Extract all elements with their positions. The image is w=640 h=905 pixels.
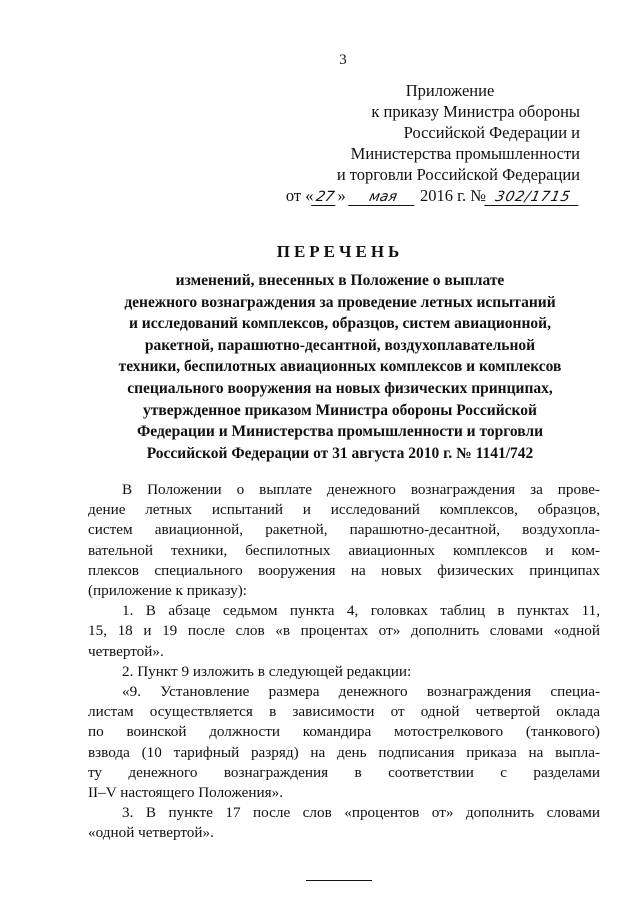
subtitle-line: утвержденное приказом Министра обороны Российской — [143, 401, 537, 419]
subtitle-line: изменений, внесенных в Положение о выплате — [175, 272, 505, 289]
paragraph-item-1 — [88, 601, 600, 662]
text-line: взвода (10 тарифный разряд) на день подписания приказа на выпла- — [88, 743, 600, 761]
text-line: ту денежного вознаграждения в соответствии с разделами — [88, 763, 600, 781]
appendix-line: Министерства промышленности — [350, 144, 580, 163]
end-of-document-rule — [306, 880, 372, 881]
text-line: В Положении о выплате денежного вознаграждения за прове- — [122, 481, 600, 498]
text-line: (приложение к приказу): — [88, 582, 247, 600]
appendix-date-line — [280, 185, 580, 206]
text-line: 2. Пункт 9 изложить в следующей редакции: — [122, 662, 412, 680]
date-separator: » — [337, 186, 346, 205]
text-line: 15, 18 и 19 после слов «в процентах от» дополнить словами «одной — [88, 622, 600, 640]
document-body — [88, 480, 600, 844]
text-line: листам осуществляется в зависимости от одной четвертой оклада — [88, 703, 600, 721]
appendix-line: и торговли Российской Федерации — [336, 165, 580, 184]
paragraph-item-2 — [88, 662, 600, 682]
text-line: 1. В абзаце седьмом пункта 4, головках таблиц в пунктах 11, — [122, 602, 600, 620]
text-line: по воинской должности командира мотострелкового (танкового) — [88, 723, 600, 741]
paragraph-intro — [88, 480, 600, 601]
subtitle-line: специального вооружения на новых физических принципах, — [127, 379, 553, 397]
handwritten-day: 27 — [312, 189, 340, 206]
appendix-block — [280, 80, 580, 206]
text-line: 3. В пункте 17 после слов «процентов от» дополнить словами — [122, 804, 600, 822]
paragraph-item-2-quote — [88, 682, 600, 803]
subtitle-line: денежного вознаграждения за проведение летных испытаний — [124, 293, 556, 311]
subtitle-line: техники, беспилотных авиационных комплексов и комплексов — [118, 358, 562, 376]
document-title: ПЕРЕЧЕНЬ — [276, 242, 404, 261]
date-year: 2016 г. № — [419, 186, 486, 205]
text-line: четвертой». — [88, 642, 164, 660]
page-number: 3 — [339, 52, 347, 68]
paragraph-item-3 — [88, 803, 600, 843]
text-line: «9. Установление размера денежного вознаграждения специа- — [122, 683, 600, 701]
text-line: II–V настоящего Положения». — [88, 784, 284, 802]
text-line: дение летных испытаний и исследований комплексов, образцов, — [88, 501, 600, 519]
document-subtitle — [80, 270, 600, 464]
subtitle-line: Российской Федерации от 31 августа 2010 г. № 1141/742 — [146, 444, 534, 462]
appendix-title: Приложение — [405, 81, 495, 100]
text-line: систем авиационной, ракетной, парашютно-десантной, воздухопла- — [88, 521, 600, 539]
text-line: вательной техники, беспилотных авиационных комплексов и ком- — [88, 541, 600, 559]
subtitle-line: Федерации и Министерства промышленности и торговли — [136, 423, 544, 441]
handwritten-order-number: 302/1715 — [484, 189, 582, 206]
date-prefix: от « — [285, 186, 314, 205]
subtitle-line: ракетной, парашютно-десантной, воздухоплавательной — [144, 336, 536, 354]
handwritten-month: мая — [348, 189, 418, 206]
appendix-line: Российской Федерации и — [403, 123, 580, 142]
text-line: «одной четвертой». — [88, 824, 214, 842]
subtitle-line: и исследований комплексов, образцов, систем авиационной, — [129, 315, 551, 333]
appendix-line: к приказу Министра обороны — [371, 102, 580, 121]
text-line: плексов специального вооружения на новых физических принципах — [88, 561, 600, 579]
